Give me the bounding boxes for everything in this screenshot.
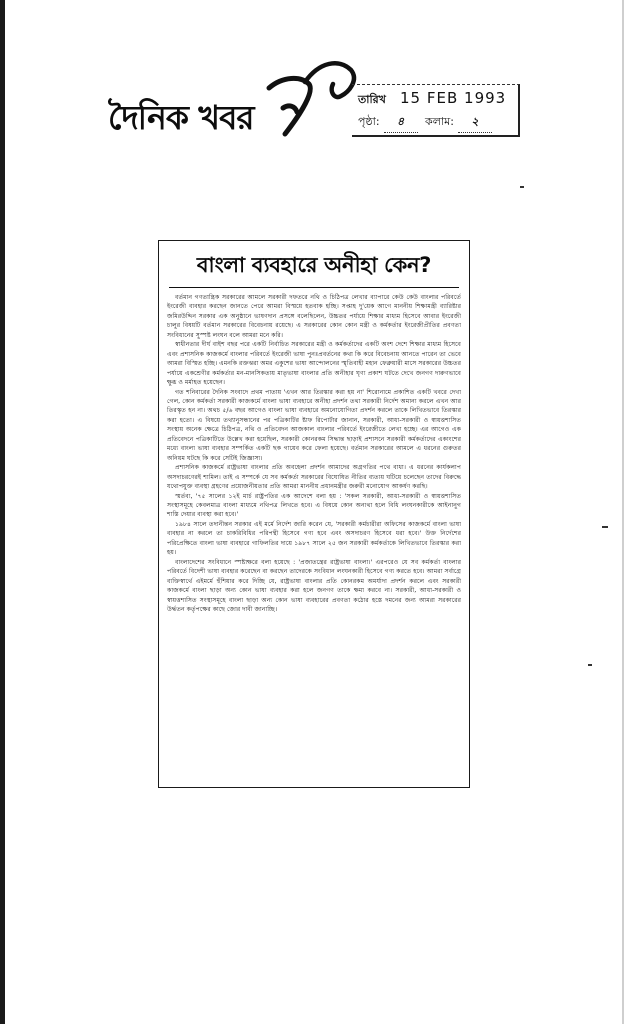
scan-edge-left — [0, 0, 5, 1024]
article-paragraph: স্মর্তব্য, '৭৫ সালের ১২ই মার্চ রাষ্ট্রপতির এক আদেশে বলা হয় : 'সকল সরকারী, আধা-সরকারী ও স্বায়ত্তশাসিত সংস্থাসমূহে কেবলমাত্র বাংলা মাধ্যমে নথিপত্র লিখতে হবে। এ বিষয়ে কোন অন্যথা হলে বিধি লংঘনকারীকে আইনানুগ শাস্তি দেয়ার ব্যবস্থা করা হবে।' — [167, 492, 461, 519]
article-paragraph: স্বাধীনতার দীর্ঘ বাইশ বছর পরে একটি নির্বাচিত সরকারের মন্ত্রী ও কর্মকর্তাদের একটি অংশ দেশে শিক্ষার মাধ্যম হিসেবে এবং প্রশাসনিক কাজকর্মে বাংলার পরিবর্তে ইংরেজী ভাষা পুনঃপ্রবর্তনের কথা কি করে বিবেচনায় আনতে পারেন তা ভেবে আমরা বিস্মিত হচ্ছি। এমনকি রক্তঝরা অমর একুশের ভাষা আন্দোলনের স্মৃতিবাহী মহান ফেব্রুয়ারী মাসে সরকারের উচ্চতর পর্যায়ে একশ্রেণীর কর্মকর্তার মন-মানসিকতায় মাতৃভাষা বাংলার প্রতি অনীহার ঘৃণ্য প্রকাশ ঘটতে দেখে জনগণ দারুণভাবে ক্ষুব্ধ ও মর্মাহত হয়েছেন। — [167, 341, 461, 387]
article-paragraph: ১৯৮৪ সালে তদানীন্তন সরকার এই মর্মে নির্দেশ জারি করেন যে, 'সরকারী কর্মচারীরা অফিসের কাজকর্মে বাংলা ভাষা ব্যবহার না করলে তা চাকরিবিধির পরিপন্থী হিসেবে গণ্য হবে এবং অসদাচরণ হিসেবে ধরা হবে।' উক্ত নির্দেশের পরিপ্রেক্ষিতে বাংলা ভাষা ব্যবহারে গাফিলতির দায়ে ১৯৮৭ সালে ২৫ জন সরকারী কর্মকর্তাকে লিখিতভাবে তিরস্কার করা হয়। — [167, 520, 461, 557]
stamp-page-value: ৪ — [384, 113, 418, 133]
newspaper-masthead: দৈনিক খবর — [108, 98, 254, 137]
stamp-column-value: ২ — [458, 113, 492, 133]
handwritten-annotation-icon — [255, 52, 365, 152]
article-paragraph: গত শনিবারের দৈনিক সংবাদে প্রথম পাতায় 'এখন আর তিরস্কার করা হয় না' শিরোনামে প্রকাশিত একটি খবরে দেখা গেল, কোন কর্মকর্তা সরকারী কাজকর্মে বাংলা ভাষা ব্যবহারে অনীহা প্রদর্শন তথা সরকারী নির্দেশ অমান্য করলে এখন আর তিরস্কৃত হন না। অথচ ৫/৬ বছর আগেও বাংলা ভাষা ব্যবহারে অমনোযোগিতা প্রদর্শন করলে তাকে লিখিতভাবে তিরস্কার করা হতো। এ বিষয়ে তথ্যানুসন্ধানের পর পত্রিকাটির ষ্টাফ রিপোর্টার জানান, সরকারী, আধা-সরকারী ও স্বায়ত্তশাসিত সংস্থায় অনেক ক্ষেত্রে চিঠিপত্র, নথি ও প্রতিবেদন আজকাল বাংলার পরিবর্তে ইংরেজীতে লেখা হচ্ছে। এর আগেও এক প্রতিবেদনে পত্রিকাটিতে উল্লেখ করা হয়েছিল, সরকারী কোনরকম সিদ্ধান্ত ছাড়াই প্রশাসনে সরকারী কর্মকর্তাদের একাংশের মধ্যে বাংলা ভাষা ব্যবহার সম্পর্কিত একটি ছক গায়েব করে ফেলা হয়েছে। বর্তমান সরকারের আমলে এ ধরনের গুরুতর অনিয়ম ঘটছে কি করে সেটিই জিজ্ঞাস্য। — [167, 388, 461, 462]
headline-box — [169, 247, 459, 288]
newspaper-clipping — [158, 240, 470, 788]
article-paragraph: বর্তমান গণতান্ত্রিক সরকারের আমলে সরকারী দফতরে নথি ও চিঠিপত্র লেখার ব্যাপারে কেউ কেউ বাংলার পরিবর্তে ইংরেজী ব্যবহার করছেন জানতে পেরে আমরা বিস্ময়ে হতবাক হচ্ছি। সপ্তাহ দু'য়েক আগে মাননীয় শিক্ষামন্ত্রী ব্যারিষ্টার জমিরউদ্দিন সরকার এক অনুষ্ঠানে ভাষণদান প্রসঙ্গে বলেছিলেন, উচ্চতর পর্যায়ে শিক্ষার মাধ্যম হিসেবে আবার ইংরেজী চালুর বিষয়টি বর্তমান সরকারের বিবেচনায় রয়েছে। এ সরকারের কোন কোন মন্ত্রী ও কর্মকর্তার ইংরেজীপ্রীতির প্রবণতা সংবিধানের সুস্পষ্ট লংঘন বলে আমরা মনে করি। — [167, 294, 461, 339]
stamp-date-label: তারিখ — [358, 93, 386, 106]
article-paragraph: বাংলাদেশের সংবিধানে স্পষ্টাক্ষরে বলা হয়েছে : 'প্রজাতন্ত্রের রাষ্ট্রভাষা বাংলা।' এরপরেও যে সব কর্মকর্তা বাংলার পরিবর্তে বিদেশী ভাষা ব্যবহার করেছেন বা করছেন তাদেরকে সংবিধান লংঘনকারী হিসেবে গণ্য করতে হবে। আমরা সর্বাগ্রে ব্যক্তিস্বার্থে এইমর্মে হুঁশিয়ার করে দিচ্ছি যে, রাষ্ট্রভাষা বাংলার প্রতি কোনরকম অমর্যাদা প্রদর্শন করলে এবং সরকারী কাজকর্মে বাংলা ছাড়া অন্য কোন ভাষা ব্যবহার করা হলে জনগণ তাকে ক্ষমা করবে না। সরকারী, আধা-সরকারী ও স্বায়ত্তশাসিত সংস্থাসমূহে বাংলা ছাড়া অন্য কোন ভাষা ব্যবহারের প্রবণতা কঠোর হস্তে দমনের জন্য আমরা সরকারের উর্দ্ধতন কর্তৃপক্ষের কাছে জোর দাবী জানাচ্ছি। — [167, 558, 461, 613]
stamp-column-label: কলাম — [425, 115, 451, 128]
article-paragraph: প্রশাসনিক কাজকর্মে রাষ্ট্রভাষা বাংলার প্রতি অবহেলা প্রদর্শন আমাদের অগ্রগতির পথে বাধা। এ ধরনের কার্যকলাপ অসদাচরণেরই শামিল। তাই এ সম্পর্কে যে সব কর্মকর্তা সরকারের বিঘোষিত নীতির ব্যত্যয় ঘটিয়ে চলেছেন তাদের বিরুদ্ধে যথোপযুক্ত ব্যবস্থা গ্রহণের প্রয়োজনীয়তার প্রতি আমরা মাননীয় প্রধানমন্ত্রীর জরুরী মনোযোগ আকর্ষণ করছি। — [167, 464, 461, 491]
scan-speck — [588, 664, 592, 666]
scan-speck — [520, 186, 524, 188]
stamp-page-row: পৃষ্ঠা: ৪ কলাম: ২ — [358, 113, 496, 133]
date-stamp — [352, 84, 520, 137]
stamp-date-value: 15 FEB 1993 — [400, 89, 507, 107]
scan-speck — [602, 526, 608, 528]
stamp-date-row — [358, 89, 506, 110]
stamp-page-label: পৃষ্ঠা — [358, 115, 376, 128]
article-body — [159, 290, 469, 614]
article-headline: বাংলা ব্যবহারে অনীহা কেন? — [196, 253, 432, 277]
